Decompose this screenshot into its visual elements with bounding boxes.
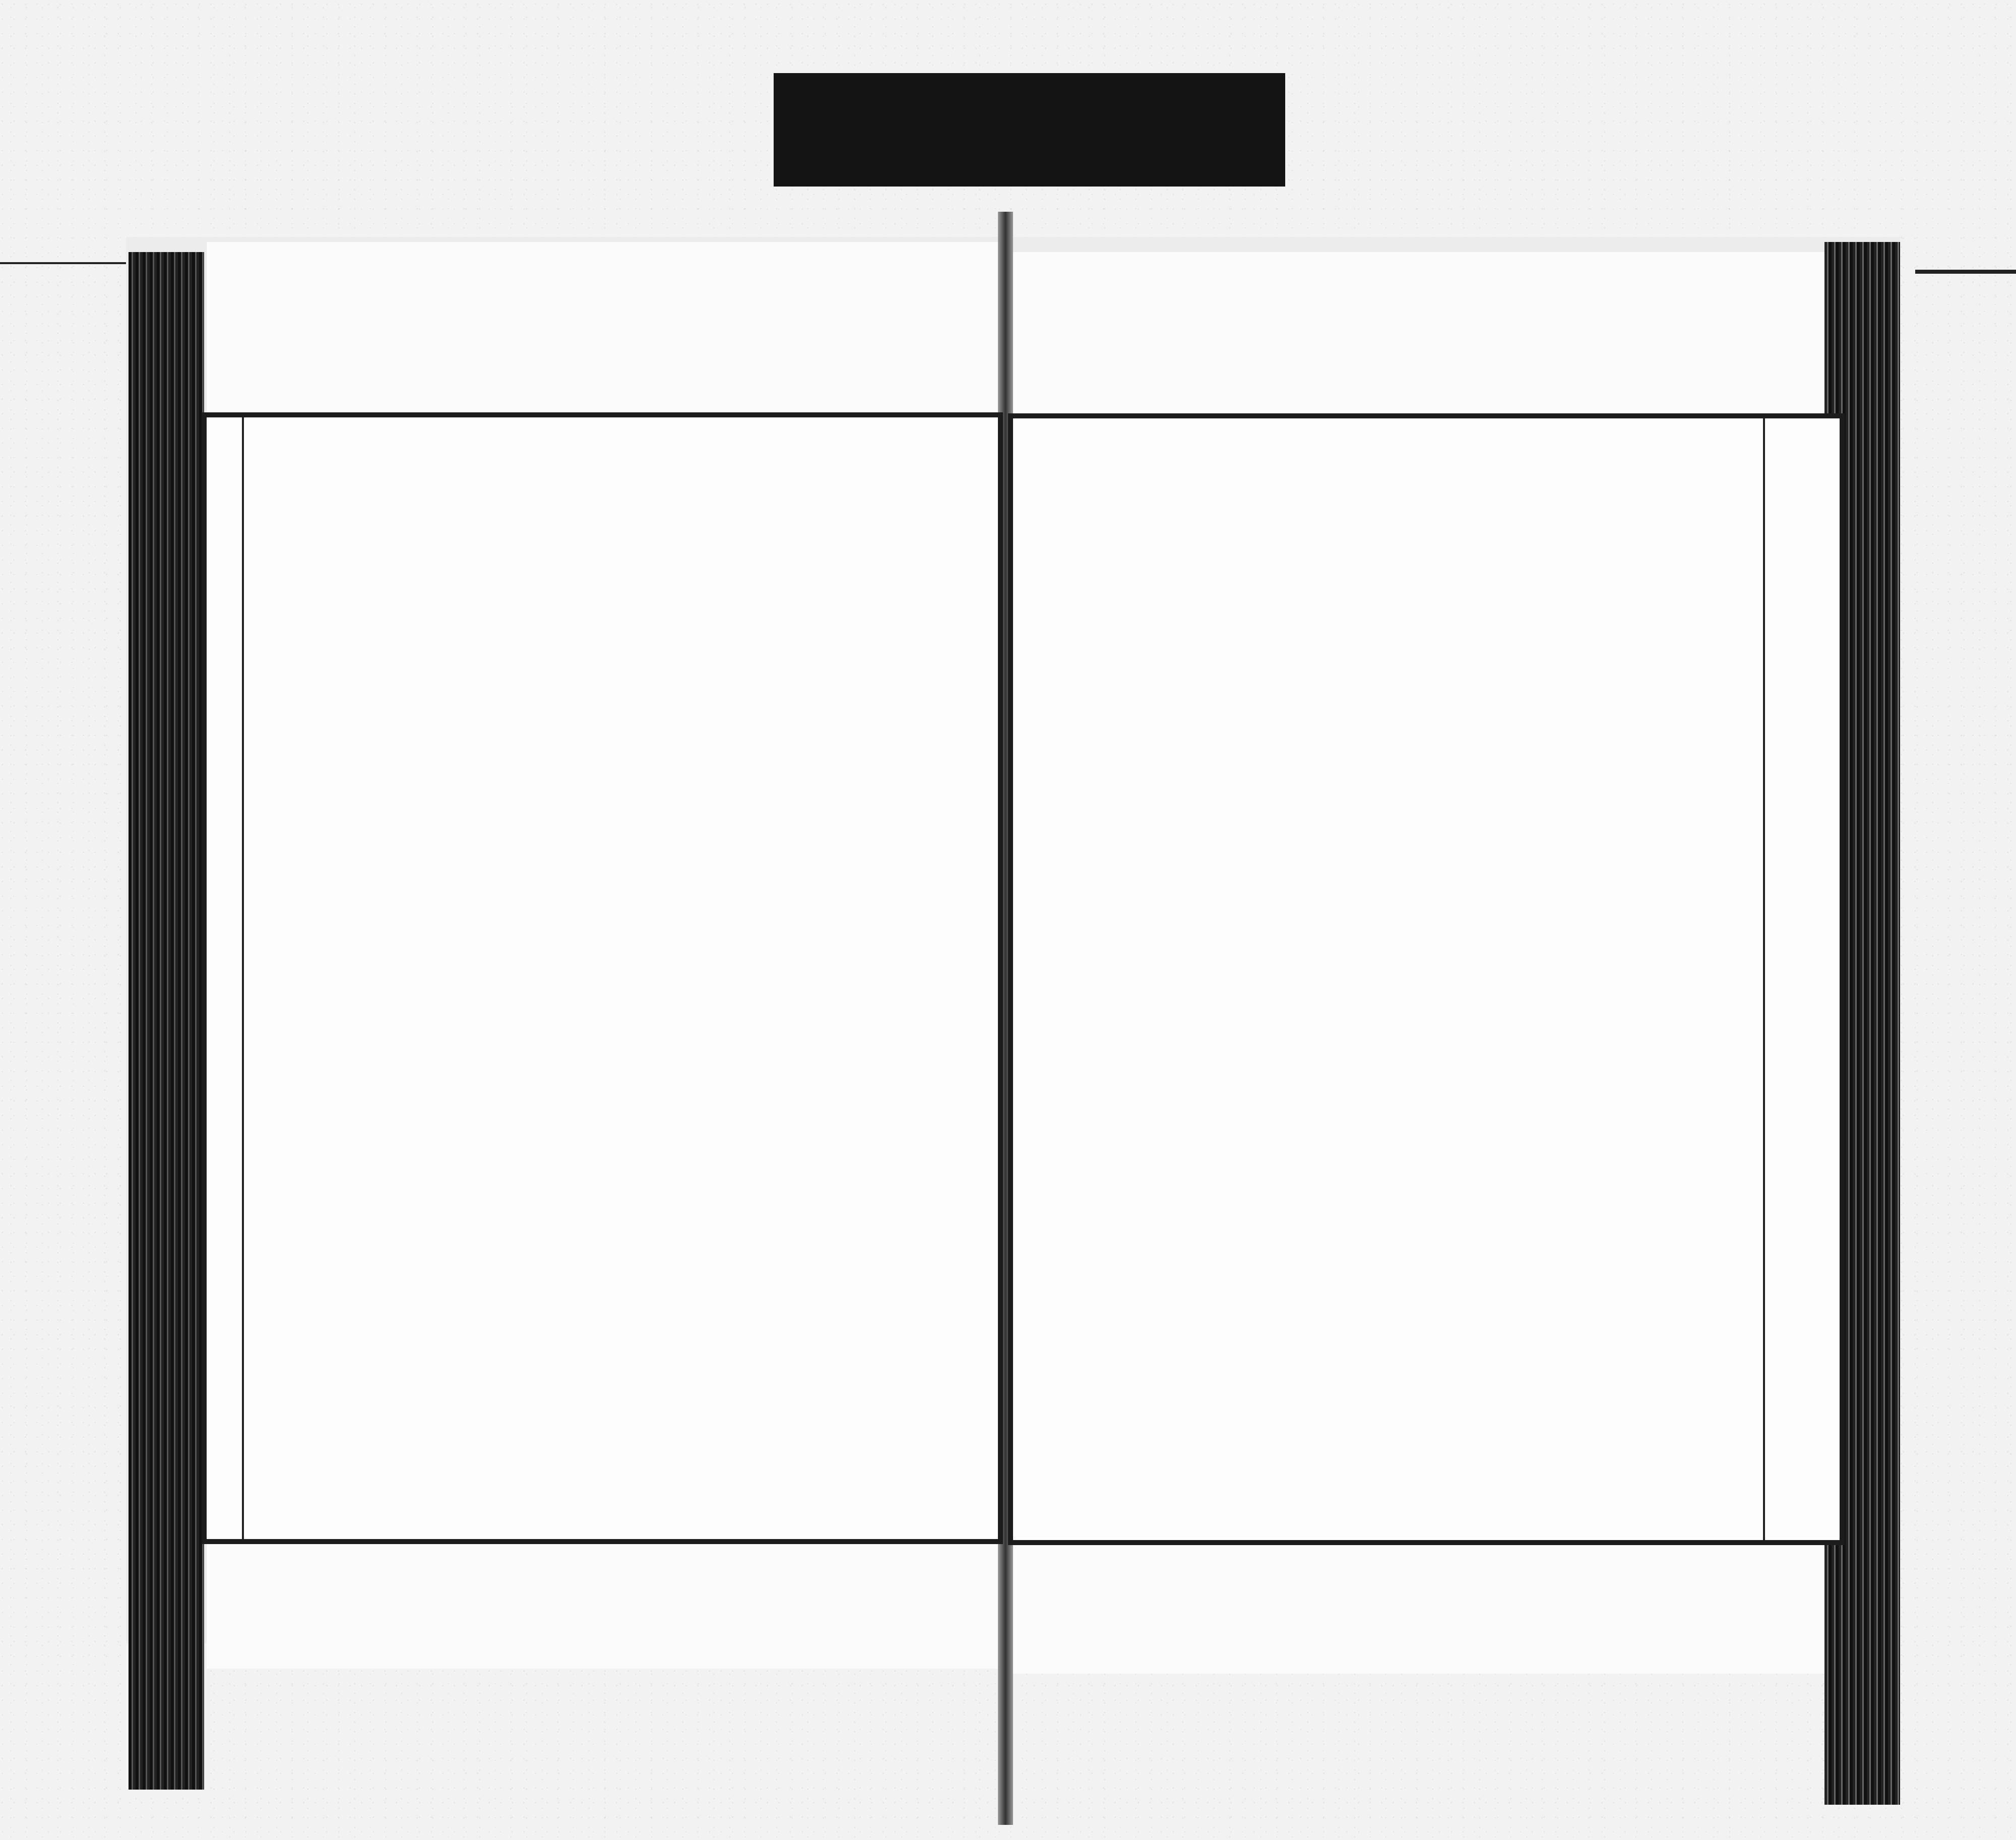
right-text-frame	[1008, 413, 1845, 1545]
left-text-frame	[202, 412, 1003, 1544]
page-edges-left	[129, 252, 204, 1790]
film-label	[774, 73, 1285, 187]
right-inner-rule	[1763, 418, 1765, 1540]
top-rule-right	[1915, 270, 2016, 274]
left-inner-rule	[242, 417, 244, 1539]
